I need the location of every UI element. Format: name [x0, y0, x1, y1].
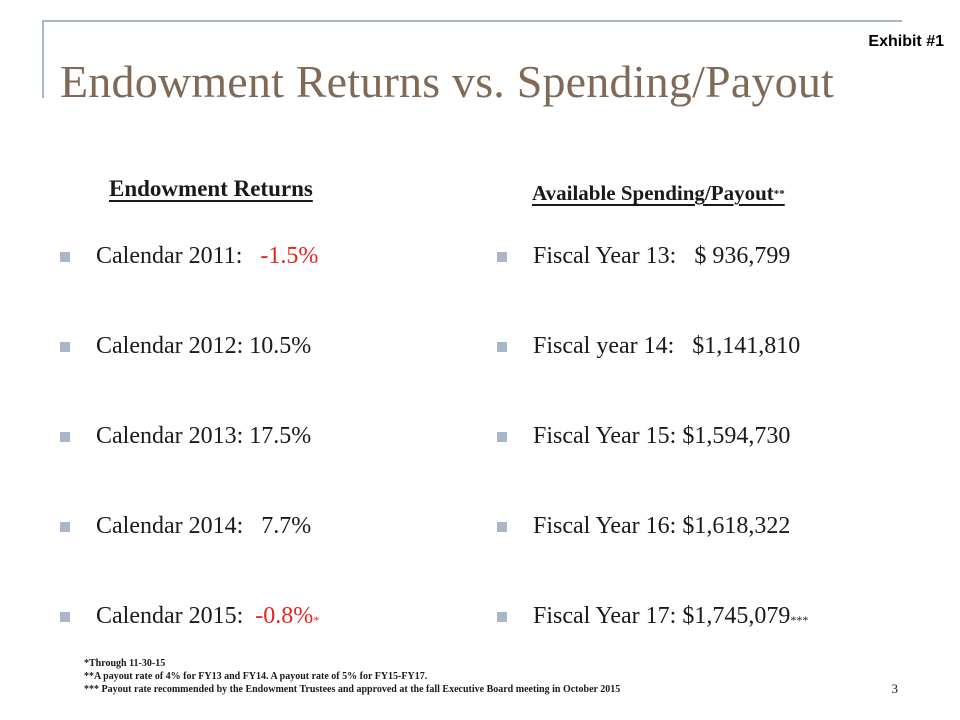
page-title: Endowment Returns vs. Spending/Payout: [60, 56, 835, 107]
item-value: 7.7%: [261, 513, 312, 539]
list-item-text: [96, 513, 311, 540]
item-value: $1,745,079: [682, 603, 791, 629]
square-bullet-icon: [60, 342, 70, 352]
exhibit-label: Exhibit #1: [868, 33, 944, 50]
square-bullet-icon: [60, 522, 70, 532]
item-value: $1,141,810: [692, 333, 801, 359]
item-value: 17.5%: [249, 423, 312, 449]
item-label: Fiscal year 14:: [533, 333, 675, 359]
square-bullet-icon: [497, 522, 507, 532]
item-label: Calendar 2011:: [96, 243, 243, 269]
list-item-text: [96, 423, 311, 450]
item-value: $ 936,799: [694, 243, 791, 269]
footnote: **A payout rate of 4% for FY13 and FY14. A payout rate of 5% for FY15-FY17.: [84, 671, 428, 682]
payout-heading-text: Available Spending/Payout: [532, 181, 774, 205]
payout-heading: [532, 181, 785, 206]
returns-heading: Endowment Returns: [109, 176, 313, 201]
list-item-text: [96, 243, 318, 270]
list-item-text: [533, 333, 800, 360]
list-item-text: [533, 243, 790, 270]
frame-vertical-line: [42, 20, 44, 98]
item-value: -0.8%: [255, 603, 314, 629]
footnotes: [84, 657, 620, 696]
item-label: Fiscal Year 13:: [533, 243, 677, 269]
list-item-text: [533, 603, 808, 630]
list-item-text: [533, 423, 790, 450]
square-bullet-icon: [497, 342, 507, 352]
item-value: -1.5%: [260, 243, 319, 269]
item-mark: *: [313, 613, 320, 627]
square-bullet-icon: [497, 612, 507, 622]
item-value: $1,618,322: [682, 513, 791, 539]
item-value: 10.5%: [249, 333, 312, 359]
list-item-text: [96, 333, 311, 360]
footnote: *** Payout rate recommended by the Endowment Trustees and approved at the fall Executive Board meeting in October 2015: [84, 684, 621, 695]
payout-heading-mark: **: [773, 188, 785, 200]
list-item-text: [533, 513, 790, 540]
item-label: Fiscal Year 17:: [533, 603, 677, 629]
item-label: Calendar 2014:: [96, 513, 244, 539]
square-bullet-icon: [60, 252, 70, 262]
list-item-text: [96, 603, 319, 630]
item-label: Calendar 2012:: [96, 333, 244, 359]
square-bullet-icon: [60, 432, 70, 442]
item-label: Fiscal Year 15:: [533, 423, 677, 449]
square-bullet-icon: [497, 252, 507, 262]
square-bullet-icon: [60, 612, 70, 622]
footnote: *Through 11-30-15: [84, 658, 166, 669]
page-number: 3: [891, 681, 898, 696]
item-label: Calendar 2013:: [96, 423, 244, 449]
item-value: $1,594,730: [682, 423, 791, 449]
item-label: Fiscal Year 16:: [533, 513, 677, 539]
item-mark: ***: [790, 613, 809, 627]
frame-horizontal-line: [42, 20, 902, 22]
square-bullet-icon: [497, 432, 507, 442]
item-label: Calendar 2015:: [96, 603, 244, 629]
